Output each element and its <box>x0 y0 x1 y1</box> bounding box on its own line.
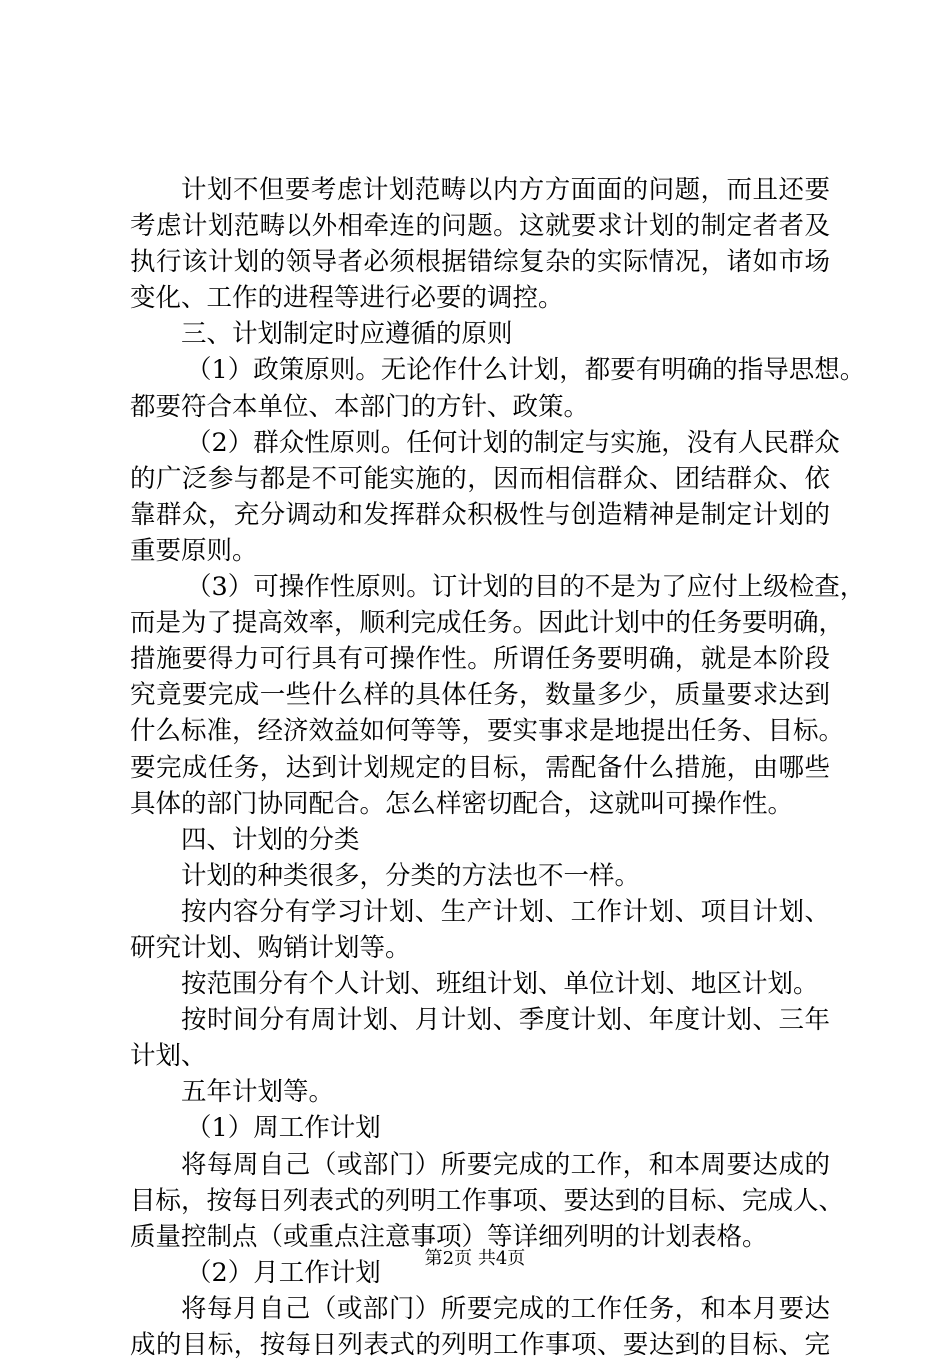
text-line: 将每周自己（或部门）所要完成的工作，和本周要达成的 <box>181 1149 830 1180</box>
subsection-heading: （2）月工作计划 <box>186 1257 381 1288</box>
text-line: 重要原则。 <box>130 535 258 566</box>
text-line: 而是为了提高效率，顺利完成任务。因此计划中的任务要明确， <box>130 608 845 639</box>
text-line: 具体的部门协同配合。怎么样密切配合，这就叫可操作性。 <box>130 788 794 819</box>
text-line: 要完成任务，达到计划规定的目标，需配备什么措施，由哪些 <box>130 752 830 783</box>
text-line: 计划、 <box>130 1041 207 1072</box>
text-line: 执行该计划的领导者必须根据错综复杂的实际情况，诸如市场 <box>130 247 830 278</box>
text-line: 靠群众，充分调动和发挥群众积极性与创造精神是制定计划的 <box>130 499 830 530</box>
text-line: 目标，按每日列表式的列明工作事项、要达到的目标、完成人、 <box>130 1185 845 1216</box>
text-line: 计划的种类很多，分类的方法也不一样。 <box>181 860 641 891</box>
text-line: 研究计划、购销计划等。 <box>130 932 411 963</box>
section-heading: 四、计划的分类 <box>181 824 360 855</box>
text-line: 按范围分有个人计划、班组计划、单位计划、地区计划。 <box>181 969 819 1000</box>
body-text <box>130 172 866 1363</box>
text-line: 按内容分有学习计划、生产计划、工作计划、项目计划、 <box>181 896 830 927</box>
text-line: 什么标准，经济效益如何等等，要实事求是地提出任务、目标。 <box>130 716 845 747</box>
text-line: 将每月自己（或部门）所要完成的工作任务，和本月要达 <box>181 1293 830 1324</box>
text-line: 考虑计划范畴以外相牵连的问题。这就要求计划的制定者者及 <box>130 211 830 242</box>
text-line: 五年计划等。 <box>181 1077 335 1108</box>
text-line: 质量控制点（或重点注意事项）等详细列明的计划表格。 <box>130 1221 768 1252</box>
text-line: 都要符合本单位、本部门的方针、政策。 <box>130 391 590 422</box>
text-line: 成的目标，按每日列表式的列明工作事项、要达到的目标、完 <box>130 1330 830 1360</box>
section-heading: 三、计划制定时应遵循的原则 <box>181 319 513 350</box>
text-line: （3）可操作性原则。订计划的目的不是为了应付上级检查， <box>186 572 866 603</box>
text-line: 变化、工作的进程等进行必要的调控。 <box>130 283 564 314</box>
text-line: （1）政策原则。无论作什么计划，都要有明确的指导思想。 <box>186 355 866 386</box>
page-footer: 第2页 共4页 <box>424 1248 526 1269</box>
text-line: 的广泛参与都是不可能实施的，因而相信群众、团结群众、依 <box>130 463 830 494</box>
text-line: 措施要得力可行具有可操作性。所谓任务要明确，就是本阶段 <box>130 644 830 675</box>
subsection-heading: （1）周工作计划 <box>186 1113 381 1144</box>
text-line: 按时间分有周计划、月计划、季度计划、年度计划、三年 <box>181 1005 830 1036</box>
text-line: （2）群众性原则。任何计划的制定与实施，没有人民群众 <box>186 427 840 458</box>
text-line: 究竟要完成一些什么样的具体任务，数量多少，质量要求达到 <box>130 680 830 711</box>
text-line: 计划不但要考虑计划范畴以内方方面面的问题，而且还要 <box>181 175 830 205</box>
